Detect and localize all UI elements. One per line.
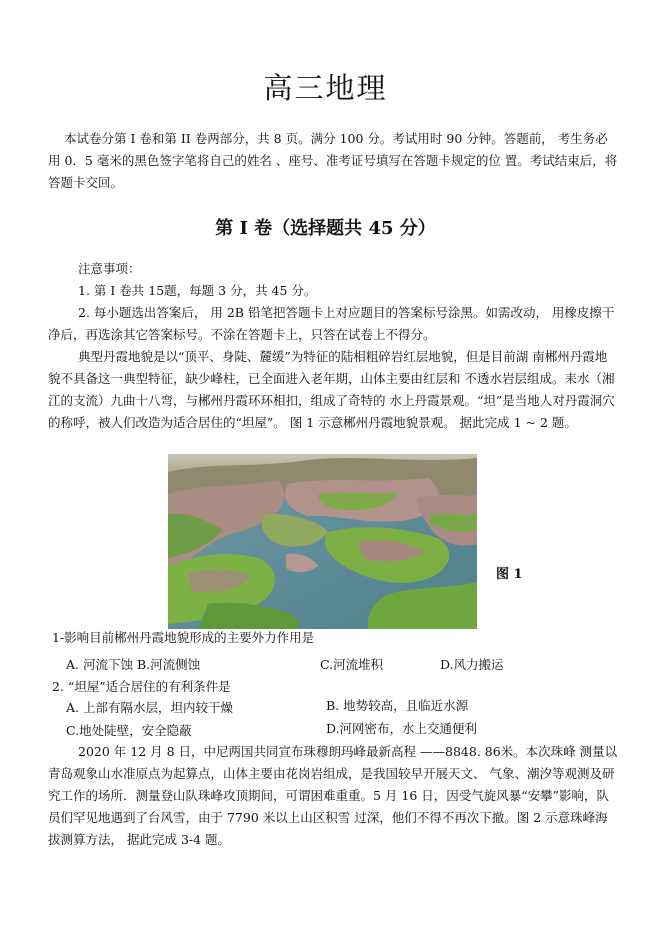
question-2-stem: 2. “坦屋”适合居住的有利条件是 bbox=[52, 679, 231, 694]
section-title: 第 I 卷（选择题共 45 分） bbox=[215, 218, 436, 239]
question-2-option-c: C.地处陡壁，安全隐蔽 bbox=[66, 723, 192, 738]
page-title: 高三地理 bbox=[263, 71, 388, 105]
question-2-option-d: D.河网密布，水上交通便利 bbox=[326, 721, 478, 736]
notes-heading: 注意事项： bbox=[78, 261, 141, 276]
note-item-2: 2. 每小题选出答案后， 用 2B 铅笔把答题卡上对应题目的答案标号涂黑。如需改动， 用橡皮擦干净后，再选涂其它答案标号。不涂在答题卡上，只答在试卷上不得分。 bbox=[48, 305, 615, 342]
danxia-landscape-photo bbox=[168, 454, 477, 629]
question-1-option-c: C.河流堆积 bbox=[320, 657, 384, 672]
question-1-option-d: D.风力搬运 bbox=[440, 657, 504, 672]
figure-1-label: 图 1 bbox=[496, 567, 523, 582]
passage-danxia: 典型丹霞地貌是以“顶平、身陡、麓缓”为特征的陆相粗碎岩红层地貌，但是目前湖 南郴州丹霞地貌不具备这一典型特征，缺少峰柱，已全面进入老年期，山体主要由红层和 不透水岩层组成。耒水（湘江的支流）九曲十八弯，与郴州丹霞环环相扣，组成了奇特的 水上丹霞景观。“坦”是当地人对丹霞洞穴的称呼，被人们改造为适合居住的“坦屋”。 图 1 示意郴州丹霞地貌景观。 据此完成 1 ~ 2 题。 bbox=[48, 349, 615, 430]
question-2-option-b: B. 地势较高，且临近水源 bbox=[326, 698, 469, 713]
passage-everest: 2020 年 12 月 8 日，中尼两国共同宣布珠穆朗玛峰最新高程 ——8848. 86米。本次珠峰 测量以青岛观象山水准原点为起算点，山体主要由花岗岩组成，是我国较早开展天文、 气象、潮汐等观测及研究工作的场所．测量登山队珠峰攻顶期间，可谓困难重重。5 月 16 日，因受气旋风暴“安攀”影响，队员们罕见地遇到了台风雪，由于 7790 米以上山区积雪 过深，他们不得不再次下撤。图 2 示意珠峰海拔测算方法， 据此完成 3-4 题。 bbox=[48, 744, 618, 847]
exam-instructions: 本试卷分第 I 卷和第 II 卷两部分，共 8 页。满分 100 分。考试用时 90 分钟。答题前， 考生务必用 0．5 毫米的黑色签字笔将自己的姓名 、座号、准考证号填写在答题卡规定的位 置。考试结束后，将答题卡交回。 bbox=[48, 131, 618, 190]
note-item-1: 1. 第 I 卷共 15题，每题 3 分，共 45 分。 bbox=[78, 283, 317, 298]
question-1-stem: 1-影响目前郴州丹霞地貌形成的主要外力作用是 bbox=[52, 630, 315, 645]
question-1-option-a-b: A. 河流下蚀 B.河流侧蚀 bbox=[66, 657, 201, 672]
question-2-option-a: A. 上部有隔水层，坦内较干燥 bbox=[66, 700, 233, 715]
